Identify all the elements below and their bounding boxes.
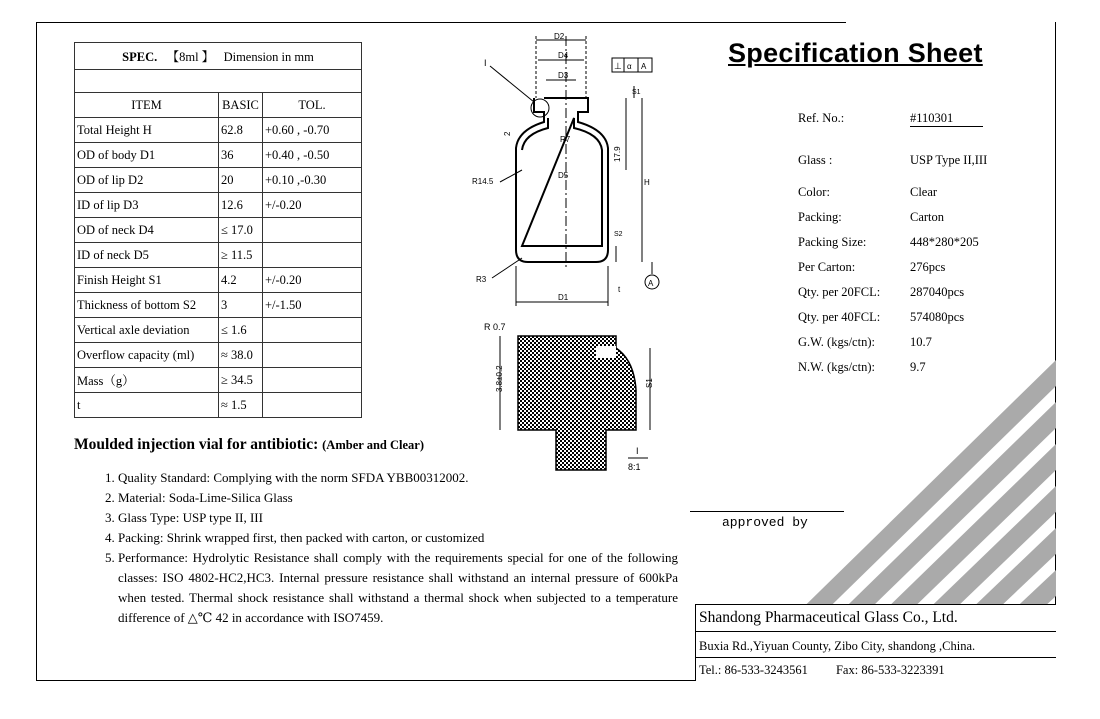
tol-cell [263,218,362,243]
tol-cell [263,393,362,418]
info-label: Ref. No.: [798,111,845,125]
info-value: #110301 [910,111,983,127]
item-cell: OD of lip D2 [75,168,219,193]
company-fax: Fax: 86-533-3223391 [835,663,945,677]
basic-cell: ≥ 11.5 [219,243,263,268]
item-cell: Total Height H [75,118,219,143]
spec-size: 【8ml 】 [166,50,215,64]
label-s1: S1 [632,89,641,96]
item-cell: ID of lip D3 [75,193,219,218]
table-row [75,243,362,268]
item-cell: Mass（g） [75,368,219,393]
spec-blank-row [75,70,362,93]
notes-list [74,468,678,628]
col-header-item: ITEM [75,93,219,118]
tol-cell: +0.10 ,-0.30 [263,168,362,193]
basic-cell: 12.6 [219,193,263,218]
label-s2: S2 [614,231,623,238]
label-d1: D1 [558,293,569,302]
basic-cell: ≤ 1.6 [219,318,263,343]
info-label: Color: [798,185,830,199]
basic-cell: ≈ 38.0 [219,343,263,368]
basic-cell: 20 [219,168,263,193]
product-heading-sub: (Amber and Clear) [322,438,424,452]
list-item: 5. Performance: Hydrolytic Resistance shall comply with the requirements special for one of the following classes: ISO 4802-HC2,HC3. Internal pressure resistance shall withstand an internal pressure of 600kPa when tested. Thermal shock resistance shall withstand a thermal shock when subjected to a temperature difference of △℃ 42 in accordance with ISO7459. [118,548,678,628]
label-d5: D5 [558,171,569,180]
label-r145: R14.5 [472,177,494,186]
spec-title-cell [75,43,362,70]
item-cell: OD of neck D4 [75,218,219,243]
info-value: 574080pcs [910,310,965,324]
table-row [75,393,362,418]
page-title: Specification Sheet [728,38,983,68]
label-2: 2 [503,131,512,136]
basic-cell: ≈ 1.5 [219,393,263,418]
table-row [75,293,362,318]
company-block [695,604,1056,681]
info-value: 276pcs [910,260,946,274]
tol-cell: +/-1.50 [263,293,362,318]
info-label: Per Carton: [798,260,856,274]
info-value: Carton [910,210,945,224]
info-label: Packing: [798,210,842,224]
list-item: 1. Quality Standard: Complying with the norm SFDA YBB00312002. [118,468,678,488]
alpha-symbol: α [627,62,632,71]
basic-cell: 3 [219,293,263,318]
basic-cell: ≤ 17.0 [219,218,263,243]
info-label: Qty. per 20FCL: [798,285,881,299]
company-tel: Tel.: 86-533-3243561 [699,663,808,677]
label-d3: D3 [558,71,569,80]
list-item: 4. Packing: Shrink wrapped first, then packed with carton, or customized [118,528,678,548]
spec-unit: Dimension in mm [223,50,314,64]
tol-cell: +/-0.20 [263,268,362,293]
info-value: 9.7 [910,360,926,374]
item-cell: ID of neck D5 [75,243,219,268]
company-divider [696,631,1056,632]
perp-symbol: ⊥ [614,61,622,71]
basic-cell: 36 [219,143,263,168]
datum-a: A [648,279,654,288]
label-d4: D4 [558,51,569,60]
label-s1-detail: S1 [645,378,654,388]
label-t: t [618,285,621,294]
info-value: 10.7 [910,335,932,349]
label-179: 17.9 [613,146,622,162]
detail-label: I [636,446,639,456]
info-label: N.W. (kgs/ctn): [798,360,875,374]
tol-cell [263,368,362,393]
tol-cell [263,318,362,343]
item-cell: OD of body D1 [75,143,219,168]
label-r7: R7 [560,135,571,144]
tol-cell: +0.40 , -0.50 [263,143,362,168]
basic-cell: 62.8 [219,118,263,143]
item-cell: Overflow capacity (ml) [75,343,219,368]
table-row [75,368,362,393]
item-cell: Finish Height S1 [75,268,219,293]
table-row [75,343,362,368]
title-gap [846,22,1055,24]
label-h: H [644,178,650,187]
info-value: 448*280*205 [910,235,979,249]
tol-cell: +0.60 , -0.70 [263,118,362,143]
label-d2: D2 [554,32,565,41]
table-row [75,118,362,143]
info-label: Qty. per 40FCL: [798,310,881,324]
approval-line [690,511,844,512]
table-row [75,143,362,168]
label-r07: R 0.7 [484,322,506,332]
company-name: Shandong Pharmaceutical Glass Co., Ltd. [699,609,958,626]
tol-cell [263,343,362,368]
approved-by-label: approved by [722,515,808,530]
item-cell: t [75,393,219,418]
info-label: Glass : [798,153,833,167]
spec-label: SPEC. [122,50,158,64]
label-i: I [484,58,487,68]
info-label: G.W. (kgs/ctn): [798,335,875,349]
company-contact [699,663,945,678]
item-cell: Thickness of bottom S2 [75,293,219,318]
info-value: Clear [910,185,938,199]
company-address: Buxia Rd.,Yiyuan County, Zibo City, shandong ,China. [699,639,976,653]
col-header-basic: BASIC [219,93,263,118]
bottle-drawing [466,30,666,475]
label-r3: R3 [476,275,487,284]
list-item: 2. Material: Soda-Lime-Silica Glass [118,488,678,508]
table-row [75,218,362,243]
item-cell: Vertical axle deviation [75,318,219,343]
tol-cell: +/-0.20 [263,193,362,218]
basic-cell: ≥ 34.5 [219,368,263,393]
tol-cell [263,243,362,268]
product-heading [74,436,424,454]
label-38: 3.8±0.2 [495,365,504,392]
table-row [75,193,362,218]
product-heading-main: Moulded injection vial for antibiotic: [74,436,319,453]
info-label: Packing Size: [798,235,867,249]
info-value: USP Type II,III [910,153,988,167]
datum-a-ref: A [641,62,647,71]
table-row [75,168,362,193]
basic-cell: 4.2 [219,268,263,293]
spec-table [74,42,362,418]
detail-scale: 8:1 [628,462,641,472]
info-value: 287040pcs [910,285,965,299]
table-row [75,318,362,343]
list-item: 3. Glass Type: USP type II, III [118,508,678,528]
company-divider [696,657,1056,658]
table-row [75,268,362,293]
col-header-tol: TOL. [263,93,362,118]
